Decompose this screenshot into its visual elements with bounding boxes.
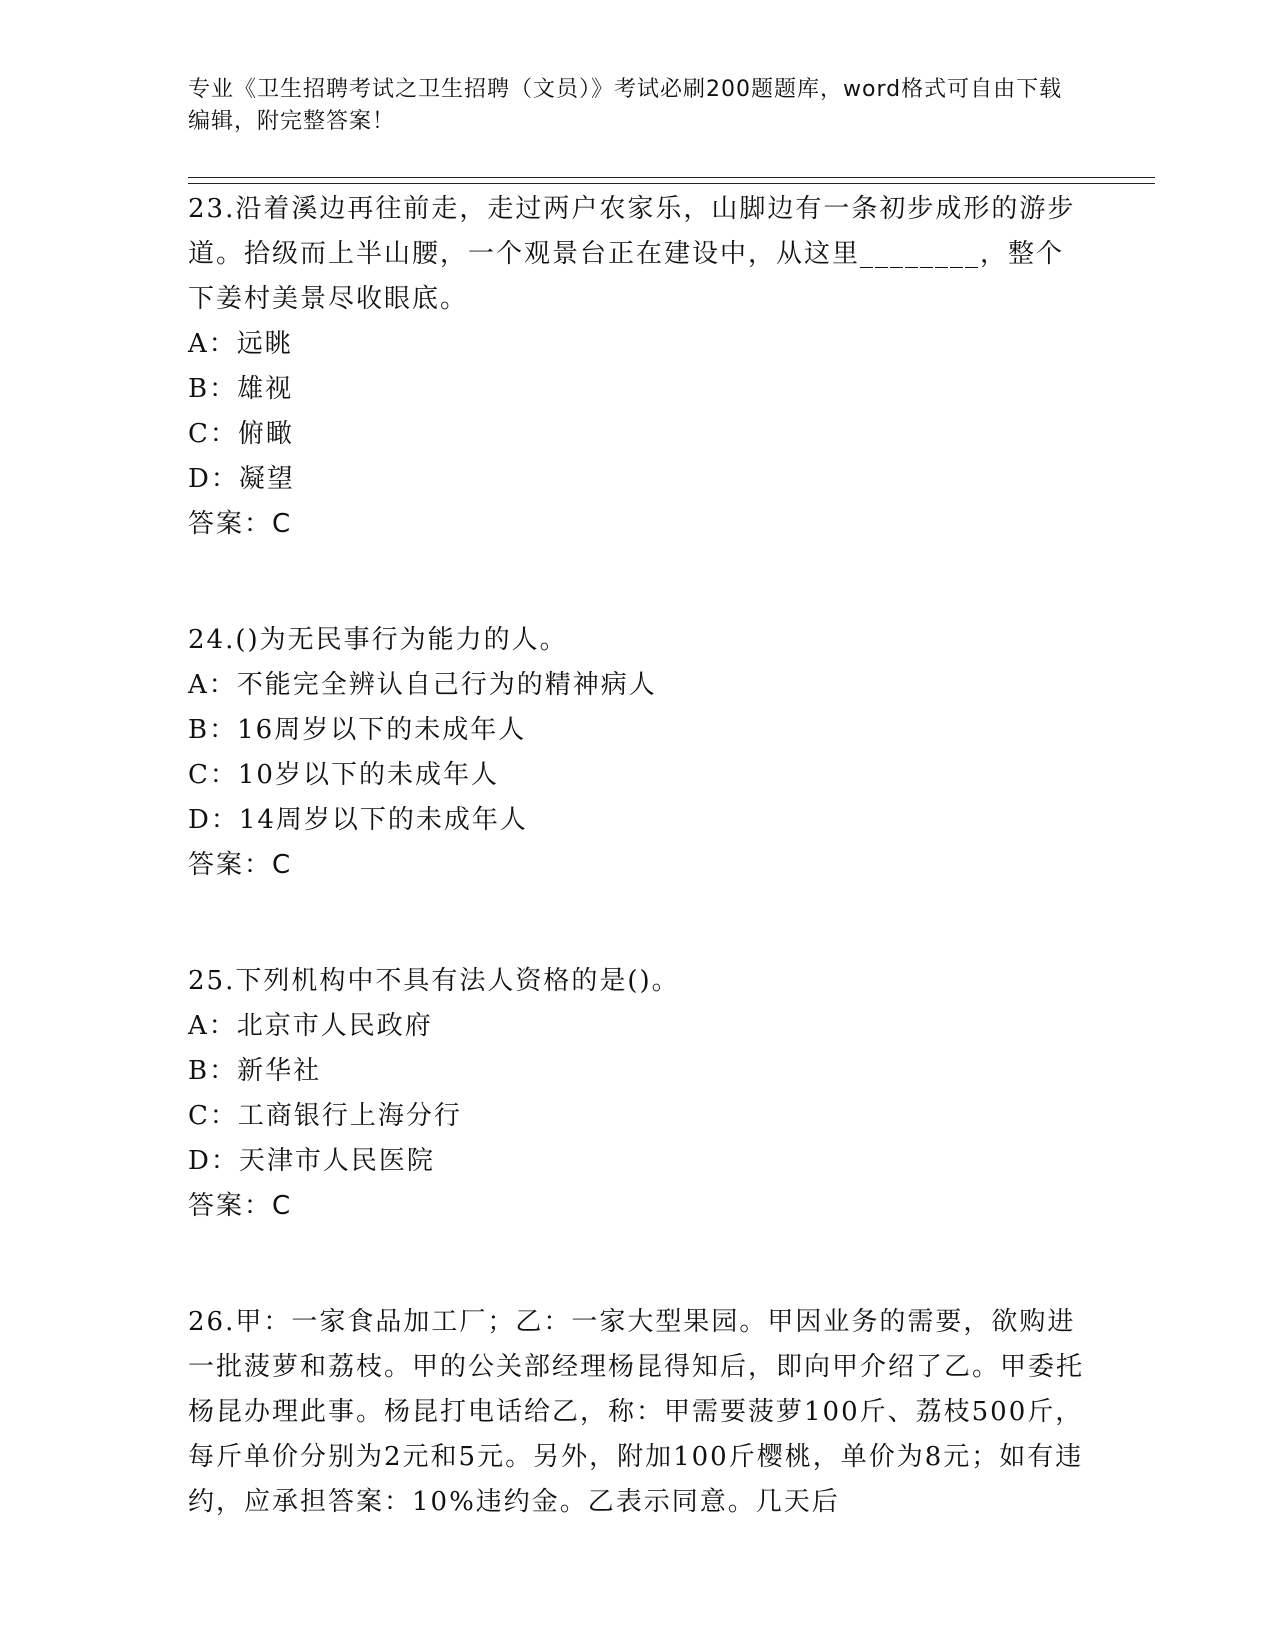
header-divider-bottom bbox=[188, 183, 1155, 184]
option-c: C：俯瞰 bbox=[188, 419, 294, 449]
document-header: 专业《卫生招聘考试之卫生招聘（文员）》考试必刷200题题库，word格式可自由下载编辑，附完整答案！ bbox=[188, 77, 1063, 134]
question-stem: 23.沿着溪边再往前走，走过两户农家乐，山脚边有一条初步成形的游步道。拾级而上半山腰，一个观景台正在建设中，从这里________，整个下姜村美景尽收眼底。 bbox=[188, 194, 1076, 314]
option-b: B：16周岁以下的未成年人 bbox=[188, 715, 527, 745]
question-spacer bbox=[188, 1229, 1088, 1300]
option-a: A：不能完全辨认自己行为的精神病人 bbox=[188, 670, 657, 700]
option-c: C：10岁以下的未成年人 bbox=[188, 760, 499, 790]
question-26 bbox=[188, 1300, 1088, 1525]
question-spacer bbox=[188, 888, 1088, 959]
option-b: B：新华社 bbox=[188, 1056, 322, 1086]
option-a: A：北京市人民政府 bbox=[188, 1011, 433, 1041]
option-b: B：雄视 bbox=[188, 374, 294, 404]
question-stem: 25.下列机构中不具有法人资格的是()。 bbox=[188, 966, 680, 996]
question-25 bbox=[188, 959, 1088, 1229]
option-d: D：14周岁以下的未成年人 bbox=[188, 805, 528, 835]
option-d: D：凝望 bbox=[188, 464, 295, 494]
option-a: A：远眺 bbox=[188, 329, 293, 359]
option-d: D：天津市人民医院 bbox=[188, 1146, 435, 1176]
question-stem: 26.甲：一家食品加工厂；乙：一家大型果园。甲因业务的需要，欲购进一批菠萝和荔枝。甲的公关部经理杨昆得知后，即向甲介绍了乙。甲委托杨昆办理此事。杨昆打电话给乙，称：甲需要菠萝100斤、荔枝500斤，每斤单价分别为2元和5元。另外，附加100斤樱桃，单价为8元；如有违约，应承担答案：10%违约金。乙表示同意。几天后 bbox=[188, 1307, 1085, 1517]
question-23 bbox=[188, 187, 1088, 547]
question-stem: 24.()为无民事行为能力的人。 bbox=[188, 625, 568, 655]
question-24 bbox=[188, 618, 1088, 888]
header-divider-top bbox=[188, 177, 1155, 178]
question-spacer bbox=[188, 547, 1088, 618]
answer: 答案：C bbox=[188, 509, 293, 539]
answer: 答案：C bbox=[188, 1191, 293, 1221]
option-c: C：工商银行上海分行 bbox=[188, 1101, 462, 1131]
question-list bbox=[188, 187, 1088, 1525]
answer: 答案：C bbox=[188, 850, 293, 880]
